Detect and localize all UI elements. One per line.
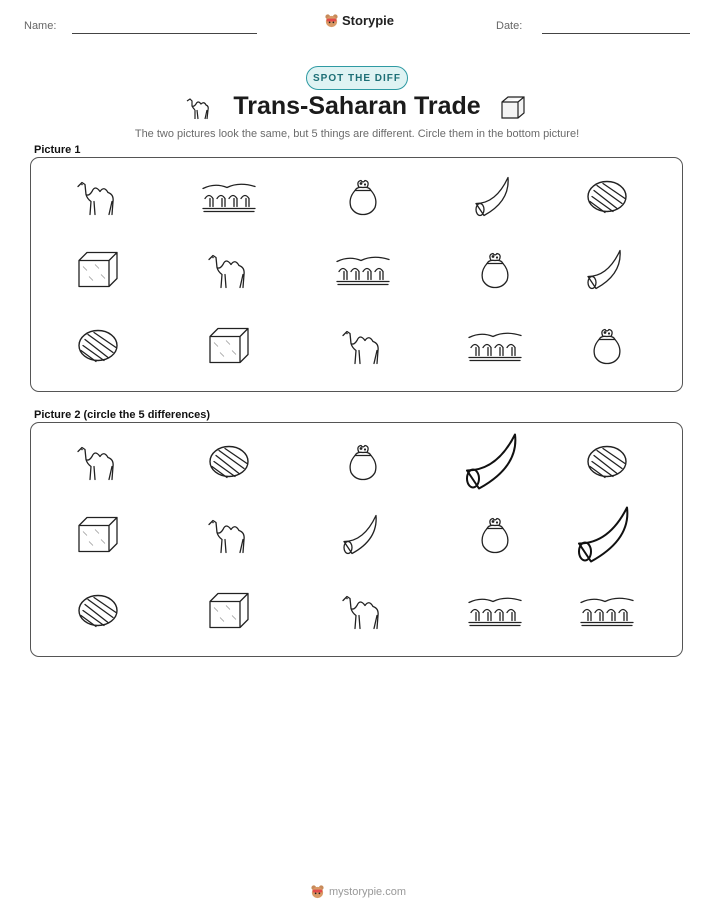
picture1-camel-icon[interactable] [337,324,389,373]
brand-logo [324,13,394,28]
picture2-horn-large-icon[interactable] [571,504,643,571]
picture2-kola-nut-icon[interactable] [76,593,120,634]
picture1-camel-icon[interactable] [72,175,124,224]
picture2-kola-nut-icon[interactable] [207,444,251,485]
page-title: Trans-Saharan Trade [233,92,481,120]
picture2-camel-icon[interactable] [72,440,124,489]
brand-name: Storypie [342,13,395,28]
picture2-horn-large-icon[interactable] [459,431,531,498]
picture1-gold-bag-icon[interactable] [590,326,624,371]
picture2-kola-nut-icon[interactable] [585,444,629,485]
picture1-camel-icon[interactable] [203,248,255,297]
picture1-caravan-icon[interactable] [201,179,257,220]
picture2-caravan-icon[interactable] [579,593,635,634]
picture2-gold-bag-icon[interactable] [346,442,380,487]
picture1-caravan-icon[interactable] [467,328,523,369]
name-label: Name: [24,20,57,32]
picture2-caravan-icon[interactable] [467,593,523,634]
picture1-salt-block-icon[interactable] [75,249,121,296]
name-line[interactable] [72,33,257,34]
picture2-camel-icon[interactable] [203,513,255,562]
picture1-kola-nut-icon[interactable] [585,179,629,220]
picture2-salt-block-icon[interactable] [75,514,121,561]
footer [310,884,406,899]
picture1-caravan-icon[interactable] [335,252,391,293]
picture2-salt-block-icon[interactable] [206,590,252,637]
picture2-panel[interactable] [30,422,683,657]
activity-badge: SPOT THE DIFF [306,66,408,90]
picture2-label: Picture 2 (circle the 5 differences) [34,409,211,421]
picture1-kola-nut-icon[interactable] [76,328,120,369]
picture1-label: Picture 1 [34,144,81,156]
picture1-salt-block-icon[interactable] [206,325,252,372]
picture1-horn-icon[interactable] [582,247,632,298]
date-label: Date: [496,20,523,32]
footer-url: mystorypie.com [329,885,407,898]
picture1-gold-bag-icon[interactable] [346,177,380,222]
picture1-horn-icon[interactable] [470,174,520,225]
picture2-camel-icon[interactable] [337,589,389,638]
salt-block-icon [498,93,528,121]
mascot-icon [324,13,339,28]
mascot-icon [310,884,325,899]
picture1-panel [30,157,683,392]
picture2-gold-bag-icon[interactable] [478,515,512,560]
date-line[interactable] [542,33,690,34]
instructions: The two pictures look the same, but 5 things are different. Circle them in the bottom picture! [134,128,580,140]
picture1-gold-bag-icon[interactable] [478,250,512,295]
picture2-horn-icon[interactable] [338,512,388,563]
